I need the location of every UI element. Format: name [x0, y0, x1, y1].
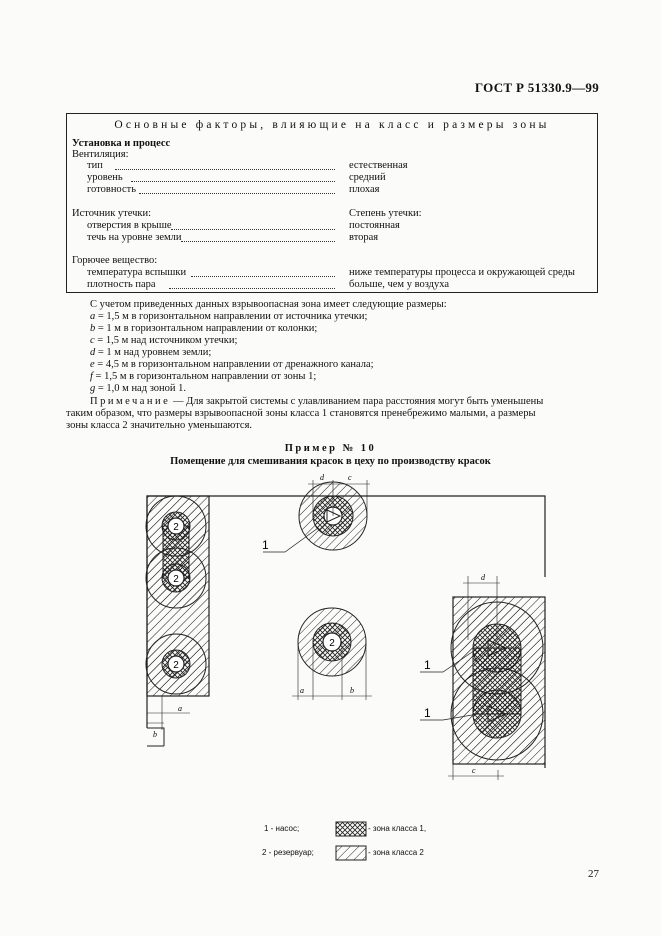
vent-param: уровень	[87, 172, 123, 183]
ventilation-label: Вентиляция:	[72, 149, 129, 160]
fuel-label: Горючее вещество:	[72, 255, 158, 266]
legend-pump: 1 - насос;	[264, 824, 300, 833]
note-line: таким образом, что размеры взрывоопасной зоны класса 1 становятся пренебрежимо малыми, а размеры	[66, 408, 536, 419]
pump-callout: 1	[262, 538, 269, 552]
example-heading: Пример № 10	[284, 443, 377, 454]
leak-param: течь на уровне земли	[87, 232, 182, 243]
dim-c-label: c	[472, 766, 476, 775]
dim-a-label: a	[300, 686, 304, 695]
leak-value: постоянная	[349, 220, 400, 231]
vent-value: средний	[349, 172, 386, 183]
legend-zone1: - зона класса 1,	[368, 824, 427, 833]
tank-label: 2	[173, 574, 179, 585]
example-subtitle: Помещение для смешивания красок в цеху по производству красок	[170, 456, 491, 467]
pump-callout: 1	[424, 706, 431, 720]
leak-degree-label: Степень утечки:	[349, 208, 422, 219]
tank-label: 2	[173, 660, 179, 671]
fuel-param: температура вспышки	[87, 267, 187, 278]
vent-value: естественная	[349, 160, 408, 171]
leak-source-label: Источник утечки:	[72, 208, 152, 219]
dim-b-label: b	[153, 730, 157, 739]
legend-zone2-swatch	[336, 846, 366, 860]
leak-value: вторая	[349, 232, 379, 243]
intro-text: С учетом приведенных данных взрывоопасная зона имеет следующие размеры:	[90, 299, 447, 310]
legend-zone1-swatch	[336, 822, 366, 836]
tank-label: 2	[329, 638, 335, 649]
dim-line: a = 1,5 м в горизонтальном направлении от источника утечки;	[90, 311, 368, 322]
vent-param: тип	[87, 160, 103, 171]
dim-d-label: d	[320, 473, 324, 482]
fuel-param: плотность пара	[87, 279, 156, 290]
page-number: 27	[588, 868, 599, 880]
dim-line: b = 1 м в горизонтальном направлении от колонки;	[90, 323, 318, 334]
factors-table-title: Основные факторы, влияющие на класс и размеры зоны	[114, 119, 550, 131]
dim-d-label: d	[481, 573, 485, 582]
fuel-value: больше, чем у воздуха	[349, 279, 450, 290]
fuel-value: ниже температуры процесса и окружающей среды	[349, 267, 575, 278]
leak-param: отверстия в крыше	[87, 220, 172, 231]
pump-callout: 1	[424, 658, 431, 672]
dim-b-label: b	[350, 686, 354, 695]
legend-zone2: - зона класса 2	[368, 848, 424, 857]
tank-label: 2	[173, 522, 179, 533]
dim-line: e = 4,5 м в горизонтальном направлении от дренажного канала;	[90, 359, 374, 370]
vent-param: готовность	[87, 184, 136, 195]
legend-tank: 2 - резервуар;	[262, 848, 314, 857]
dim-line: f = 1,5 м в горизонтальном направлении от зоны 1;	[90, 371, 317, 382]
note-line: Примечание — Для закрытой системы с улавливанием пара расстояния могут быть уменьшены	[90, 396, 544, 407]
section-installation: Установка и процесс	[72, 138, 171, 149]
note-line: зоны класса 2 значительно уменьшаются.	[66, 420, 253, 431]
dim-c-label: c	[348, 473, 352, 482]
dim-line: g = 1,0 м над зоной 1.	[90, 383, 187, 394]
standard-header: ГОСТ Р 51330.9—99	[474, 80, 599, 95]
dim-line: c = 1,5 м над источником утечки;	[90, 335, 238, 346]
dim-a-label: a	[178, 704, 182, 713]
vent-value: плохая	[349, 184, 380, 195]
dim-line: d = 1 м над уровнем земли;	[90, 347, 212, 358]
